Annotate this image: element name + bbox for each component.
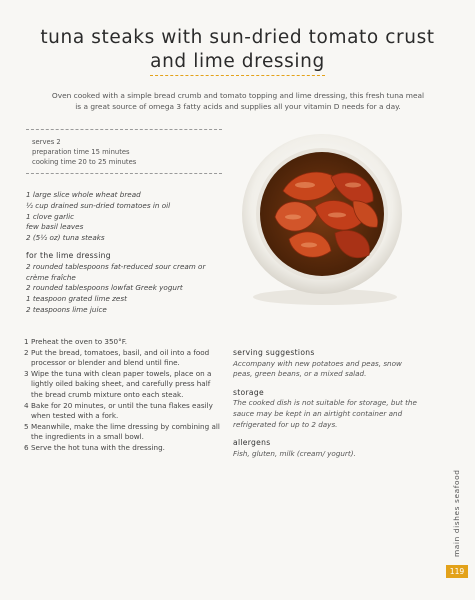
ingredient-item: ½ cup drained sun-dried tomatoes in oil [26, 200, 171, 210]
title-line-1: tuna steaks with sun-dried tomato crust [40, 27, 435, 48]
ingredient-item: 1 clove garlic [26, 211, 75, 221]
section-sidebar [452, 455, 466, 557]
method-step: 5 Meanwhile, make the lime dressing by combining all the ingredients in a small bowl. [24, 421, 220, 442]
serves: serves 2 [32, 138, 61, 146]
recipe-intro: Oven cooked with a simple bread crumb and tomato topping and lime dressing, this fresh tuna meal is a great source of omega 3 fatty acids and supplies all your vitamin D needs for a day. [51, 91, 425, 111]
recipe-title [20, 26, 455, 76]
prep-time: preparation time 15 minutes [32, 148, 130, 156]
recipe-meta [26, 129, 222, 174]
serving-heading: serving suggestions [233, 348, 315, 357]
method-step: 1 Preheat the oven to 350°F. [24, 337, 127, 346]
dressing-heading: for the lime dressing [26, 250, 111, 260]
method-step: 3 Wipe the tuna with clean paper towels, place on a lightly oiled baking sheet, and carefully press half the bread crumb mixture onto each steak. [24, 368, 212, 399]
ingredient-item: 2 (5½ oz) tuna steaks [26, 233, 105, 243]
cook-time: cooking time 20 to 25 minutes [32, 158, 137, 166]
serving-text: Accompany with new potatoes and peas, snow peas, green beans, or a mixed salad. [233, 358, 402, 379]
method-step: 6 Serve the hot tuna with the dressing. [24, 442, 165, 452]
storage-text: The cooked dish is not suitable for storage, but the sauce may be kept in an airtight container and refrigerated for up to 2 days. [233, 398, 417, 429]
dressing-item: 2 teaspoons lime juice [26, 304, 107, 314]
ingredients-list [26, 190, 226, 316]
notes-column [233, 348, 418, 467]
method-step: 2 Put the bread, tomatoes, basil, and oil into a food processor or blender and blend until fine. [24, 347, 210, 368]
title-line-2: and lime dressing [150, 50, 325, 76]
method-steps [24, 337, 220, 454]
storage-heading: storage [233, 387, 264, 397]
allergens-text: Fish, gluten, milk (cream/ yogurt). [233, 448, 356, 458]
ingredient-item: few basil leaves [26, 222, 84, 232]
dressing-item: 2 rounded tablespoons fat-reduced sour cream or crème fraîche [26, 261, 206, 282]
dressing-item: 2 rounded tablespoons lowfat Greek yogurt [26, 283, 183, 293]
dressing-item: 1 teaspoon grated lime zest [26, 294, 127, 304]
tomato-bowl-photo [235, 129, 410, 309]
allergens-heading: allergens [233, 438, 271, 448]
ingredient-item: 1 large slice whole wheat bread [26, 190, 141, 199]
sidebar-label: main dishes seafood [452, 469, 461, 557]
page-number: 119 [446, 565, 468, 578]
method-step: 4 Bake for 20 minutes, or until the tuna flakes easily when tested with a fork. [24, 400, 213, 421]
